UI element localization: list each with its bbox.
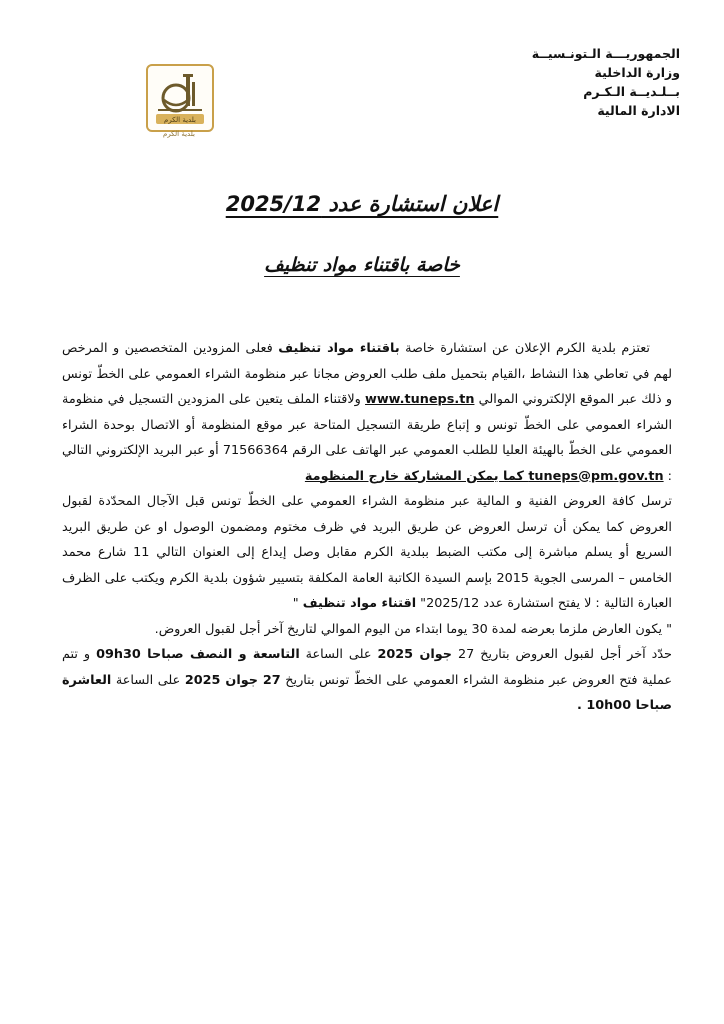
paragraph-deadline	[62, 642, 672, 719]
logo-emblem-icon	[148, 66, 212, 130]
paragraph-validity: " يكون العارض ملزما بعرضه لمدة 30 يوما ابتداء من اليوم الموالي لتاريخ آخر أجل لقبول العروض.	[154, 621, 672, 637]
invitation-text-2: فعلى المزودين المتخصصين و المرخص لهم في تعاطي هذا النشاط ،القيام بتحميل ملف طلب العروض مجانا عبر منظومة الشراء العمومي على الخطّ تونس و ذلك عبر الموقع الإلكتروني الموالي	[62, 341, 672, 407]
deadline-text-1: حدّد آخر أجل لقبول العروض بتاريخ 27	[452, 647, 672, 662]
letterhead-country: الجمهوريـــة الـتونـسيــة	[531, 46, 680, 61]
submission-text-1: ترسل كافة العروض الفنية و المالية عبر منظومة الشراء العمومي على الخطّ تونس قبل الآجال المحدّدة لقبول العروض كما يمكن أن ترسل العروض عن طريق البريد في ظرف مختوم ومضمون الوصول او عن طريق البريد السريع أو يسلم مباشرة إلى مكتب الضبط ببلدية الكرم مقابل وصل إيداع إلى العنوان التالي 11 شارع محمد الخامس – المرسى الجوية 2015 بإسم السيدة الكاتبة العامة المكلفة بتسيير شؤون بلدية الكرم ويكتب على الظرف العبارة التالية : لا يفتح استشارة عدد 2025/12"	[62, 494, 672, 611]
invitation-subject: باقتناء مواد تنظيف	[278, 341, 400, 356]
tuneps-website-link[interactable]: www.tuneps.tn	[365, 392, 475, 407]
letterhead-ministry: وزارة الداخلية	[594, 65, 680, 80]
announcement-title: اعلان استشارة عدد 2025/12	[225, 192, 499, 216]
letterhead	[440, 44, 680, 120]
logo-caption-text: بلدية الكرم	[162, 130, 195, 138]
logo-frame	[146, 64, 214, 132]
deadline-time: التاسعة و النصف صباحا 09h30	[96, 647, 300, 662]
opening-date: 27 جوان 2025	[184, 672, 281, 688]
logo-caption	[148, 130, 210, 138]
opening-time: العاشرة صباحا 10h00	[62, 672, 672, 713]
tuneps-email-link[interactable]: tuneps@pm.gov.tn	[528, 468, 664, 484]
paragraph-submission	[62, 489, 672, 617]
letterhead-department: الادارة المالية	[597, 103, 680, 118]
submission-text-2: "	[292, 596, 303, 611]
letterhead-municipality: بــلـديــة الـكـرم	[583, 84, 680, 99]
announcement-subtitle: خاصة باقتناء مواد تنظيف	[264, 254, 460, 276]
deadline-text-2: على الساعة	[299, 647, 378, 662]
invitation-text-3: ولاقتناء الملف يتعين على المزودين التسجيل في منظومة الشراء العمومي على الخطّ تونس و إتباع طريقة التسجيل المتاحة عبر موقع المنظومة أو الاتصال بوحدة الشراء العمومي على الخطّ بالهيئة العليا للطلب العمومي عبر الهاتف على الرقم 71566364 أو عبر البريد الإلكتروني التالي :	[62, 392, 673, 484]
deadline-text-3: و تتم عملية فتح العروض عبر منظومة الشراء العمومي على الخطّ تونس بتاريخ	[62, 647, 672, 688]
envelope-subject: اقتناء مواد تنظيف	[302, 596, 417, 611]
invitation-text-1: تعتزم بلدية الكرم الإعلان عن استشارة خاصة	[399, 341, 650, 356]
deadline-text-end: .	[577, 698, 587, 713]
deadline-text-4: على الساعة	[111, 672, 185, 688]
offline-participation-note: كما يمكن المشاركة خارج المنظومة	[304, 468, 529, 484]
deadline-date: جوان 2025	[377, 647, 452, 662]
paragraph-invitation	[62, 336, 672, 489]
announcement-body	[62, 336, 672, 719]
svg-text:بلدية الكرم: بلدية الكرم	[163, 116, 197, 124]
municipality-logo	[146, 64, 212, 142]
